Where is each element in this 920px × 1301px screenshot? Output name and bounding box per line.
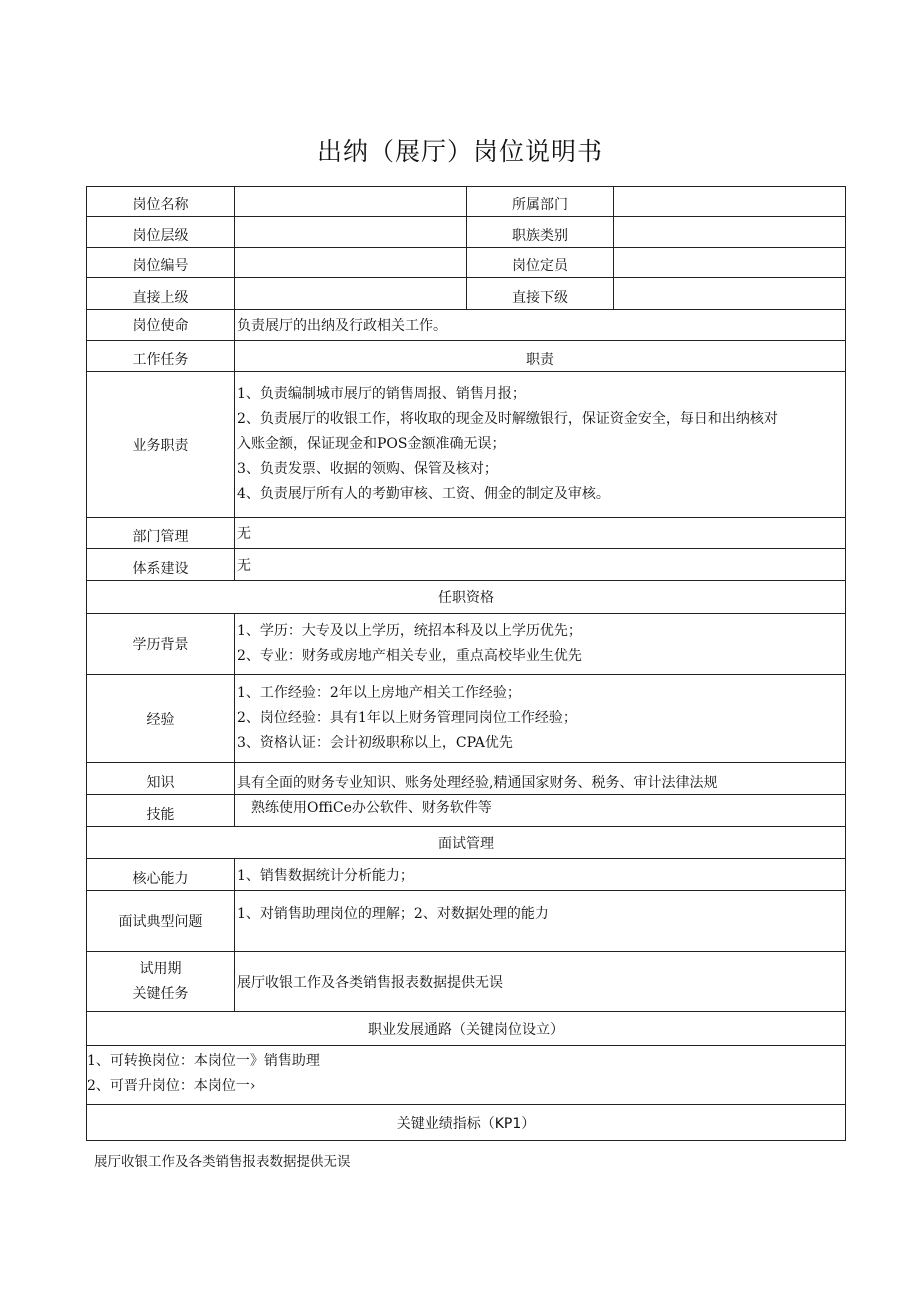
position-level-label: 岗位层级	[87, 217, 235, 248]
table-row	[87, 310, 846, 341]
table-row	[87, 763, 846, 795]
table-row	[87, 217, 846, 248]
experience-label: 经验	[87, 675, 235, 763]
core-ability-text: 1、销售数据统计分析能力；	[235, 859, 846, 891]
position-code-value[interactable]	[235, 248, 467, 278]
duty-line: 3、负责发票、收据的领购、保管及核对；	[237, 461, 498, 477]
education-text	[235, 614, 846, 675]
business-duties-label: 业务职责	[87, 372, 235, 518]
skills-label: 技能	[87, 795, 235, 827]
system-build-text: 无	[235, 549, 846, 581]
probation-label	[87, 952, 235, 1012]
table-row	[87, 278, 846, 310]
position-level-value[interactable]	[235, 217, 467, 248]
table-row	[87, 518, 846, 549]
table-row	[87, 1046, 846, 1105]
table-row	[87, 372, 846, 518]
probation-text: 展厅收银工作及各类销售报表数据提供无误	[235, 952, 846, 1012]
table-row	[87, 952, 846, 1012]
position-code-label: 岗位编号	[87, 248, 235, 278]
career-line: 2、可晋升岗位：本岗位一›	[87, 1078, 256, 1094]
knowledge-label: 知识	[87, 763, 235, 795]
skills-text: 熟练使用OffiCe办公软件、财务软件等	[235, 795, 846, 827]
experience-line: 3、资格认证：会计初级职称以上，CPA优先	[237, 735, 513, 751]
position-name-label: 岗位名称	[87, 187, 235, 217]
direct-superior-value[interactable]	[235, 278, 467, 310]
knowledge-text: 具有全面的财务专业知识、账务处理经验,精通国家财务、税务、审计法律法规	[235, 763, 846, 795]
table-row	[87, 248, 846, 278]
experience-line: 2、岗位经验：具有1年以上财务管理同岗位工作经验；	[237, 710, 577, 726]
department-value[interactable]	[614, 187, 846, 217]
table-row	[87, 827, 846, 859]
experience-line: 1、工作经验：2年以上房地产相关工作经验；	[237, 685, 521, 701]
duty-line: 2、负责展厅的收银工作，将收取的现金及时解缴银行，保证资金安全，每日和出纳核对	[237, 411, 778, 427]
table-row	[87, 795, 846, 827]
dept-mgmt-text: 无	[235, 518, 846, 549]
education-label: 学历背景	[87, 614, 235, 675]
table-row	[87, 891, 846, 952]
experience-text	[235, 675, 846, 763]
duty-line: 1、负责编制城市展厅的销售周报、销售月报；	[237, 386, 526, 402]
headcount-label: 岗位定员	[467, 248, 614, 278]
duty-line: 入账金额，保证现金和POS金额准确无误；	[237, 436, 506, 452]
headcount-value[interactable]	[614, 248, 846, 278]
probation-label-line: 关键任务	[132, 985, 189, 1002]
job-family-value[interactable]	[614, 217, 846, 248]
job-description-table	[86, 186, 846, 1141]
table-row	[87, 1012, 846, 1046]
table-row	[87, 859, 846, 891]
kpi-header: 关键业绩指标（KP1）	[87, 1105, 846, 1141]
dept-mgmt-label: 部门管理	[87, 518, 235, 549]
business-duties-text	[235, 372, 846, 518]
core-ability-label: 核心能力	[87, 859, 235, 891]
position-name-value[interactable]	[235, 187, 467, 217]
mission-text: 负责展厅的出纳及行政相关工作。	[235, 310, 846, 341]
table-row	[87, 1105, 846, 1141]
career-header: 职业发展通路（关键岗位设立）	[87, 1012, 846, 1046]
table-row	[87, 675, 846, 763]
probation-label-line: 试用期	[139, 960, 182, 977]
interview-header: 面试管理	[87, 827, 846, 859]
page-title: 出纳（展厅）岗位说明书	[316, 137, 603, 166]
table-row	[87, 187, 846, 217]
direct-subordinate-label: 直接下级	[467, 278, 614, 310]
education-line: 1、学历：大专及以上学历，统招本科及以上学历优先；	[237, 623, 582, 639]
tasks-label: 工作任务	[87, 341, 235, 372]
duties-header: 职责	[235, 341, 846, 372]
table-row	[87, 549, 846, 581]
system-build-label: 体系建设	[87, 549, 235, 581]
table-row	[87, 581, 846, 614]
qualifications-header: 任职资格	[87, 581, 846, 614]
career-line: 1、可转换岗位：本岗位一》销售助理	[87, 1053, 320, 1069]
mission-label: 岗位使命	[87, 310, 235, 341]
kpi-text: 展厅收银工作及各类销售报表数据提供无误	[94, 1154, 351, 1170]
table-row	[87, 614, 846, 675]
job-family-label: 职族类别	[467, 217, 614, 248]
education-line: 2、专业：财务或房地产相关专业，重点高校毕业生优先	[237, 648, 582, 664]
direct-subordinate-value[interactable]	[614, 278, 846, 310]
interview-questions-label: 面试典型问题	[87, 891, 235, 952]
direct-superior-label: 直接上级	[87, 278, 235, 310]
career-paths	[87, 1046, 846, 1105]
table-row	[87, 341, 846, 372]
interview-questions-text: 1、对销售助理岗位的理解；2、对数据处理的能力	[235, 891, 846, 952]
duty-line: 4、负责展厅所有人的考勤审核、工资、佣金的制定及审核。	[237, 486, 610, 502]
department-label: 所属部门	[467, 187, 614, 217]
